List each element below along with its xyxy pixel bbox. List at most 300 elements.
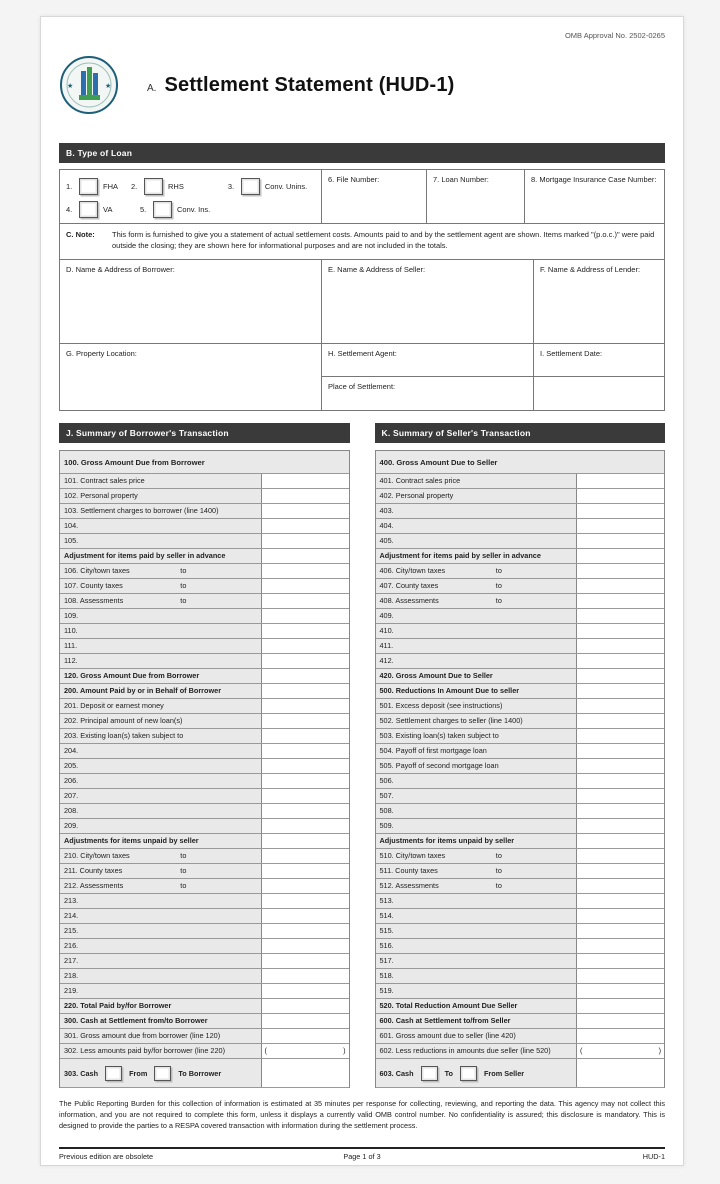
row-label-cell xyxy=(60,969,261,983)
table-row xyxy=(376,954,665,969)
omb-approval: OMB Approval No. 2502-0265 xyxy=(564,31,665,40)
row-label-cell xyxy=(376,834,577,848)
row-label: 203. Existing loan(s) taken subject to xyxy=(64,730,184,740)
row-label: 412. xyxy=(379,655,394,665)
amount-cell[interactable] xyxy=(576,624,664,638)
table-row xyxy=(60,684,349,699)
amount-cell[interactable] xyxy=(261,729,349,743)
cash-option2-checkbox[interactable] xyxy=(154,1066,171,1081)
table-row xyxy=(60,714,349,729)
amount-cell[interactable] xyxy=(576,489,664,503)
loan-number-label: 7. Loan Number: xyxy=(433,175,489,184)
row-label: 408. Assessments xyxy=(379,595,439,605)
row-label: 518. xyxy=(379,970,394,980)
note-row xyxy=(60,224,664,260)
amount-cell[interactable] xyxy=(261,714,349,728)
loan-type-label: RHS xyxy=(168,181,184,191)
row-label-cell xyxy=(60,909,261,923)
table-row xyxy=(60,999,349,1014)
table-row xyxy=(376,519,665,534)
row-label-cell xyxy=(376,474,577,488)
table-row xyxy=(376,759,665,774)
amount-cell[interactable] xyxy=(576,924,664,938)
place-of-settlement-field[interactable] xyxy=(322,377,534,410)
rhs-checkbox[interactable] xyxy=(144,178,163,195)
amount-cell[interactable] xyxy=(261,654,349,668)
amount-cell[interactable] xyxy=(576,879,664,893)
table-row xyxy=(376,789,665,804)
row-label: 509. xyxy=(379,820,394,830)
amount-cell[interactable] xyxy=(576,714,664,728)
table-row xyxy=(60,534,349,549)
amount-cell[interactable] xyxy=(261,924,349,938)
row-label-cell xyxy=(60,504,261,518)
row-label: 503. Existing loan(s) taken subject to xyxy=(379,730,499,740)
amount-cell[interactable] xyxy=(261,939,349,953)
row-label-cell xyxy=(376,849,577,863)
row-label: 213. xyxy=(64,895,79,905)
table-row xyxy=(376,639,665,654)
row-label: 209. xyxy=(64,820,79,830)
table-row xyxy=(60,699,349,714)
row-label-cell xyxy=(376,864,577,878)
table-row xyxy=(376,654,665,669)
row-label-cell xyxy=(60,774,261,788)
amount-cell[interactable] xyxy=(576,909,664,923)
row-label: 104. xyxy=(64,520,79,530)
amount-cell[interactable] xyxy=(261,759,349,773)
amount-cell[interactable] xyxy=(576,609,664,623)
row-label-cell xyxy=(60,819,261,833)
row-label: 510. City/town taxes xyxy=(379,850,446,860)
row-label: 218. xyxy=(64,970,79,980)
row-label: Adjustments for items unpaid by seller xyxy=(379,835,515,845)
row-label-cell xyxy=(60,654,261,668)
loan-type-label: Conv. Ins. xyxy=(177,204,211,214)
row-label: 504. Payoff of first mortgage loan xyxy=(379,745,487,755)
table-row xyxy=(376,534,665,549)
lender-address-label: F. Name & Address of Lender: xyxy=(540,264,641,274)
table-row xyxy=(376,669,665,684)
row-label-cell xyxy=(60,579,261,593)
row-label-cell xyxy=(376,684,577,698)
table-row xyxy=(60,654,349,669)
row-label: 216. xyxy=(64,940,79,950)
table-row xyxy=(60,939,349,954)
row-label: 112. xyxy=(64,655,78,665)
amount-cell[interactable] xyxy=(261,594,349,608)
borrower-address-label: D. Name & Address of Borrower: xyxy=(66,264,175,274)
paren-open: ( xyxy=(580,1045,583,1055)
seller-table xyxy=(375,450,666,1088)
table-row xyxy=(376,819,665,834)
table-row xyxy=(376,699,665,714)
amount-cell[interactable] xyxy=(576,774,664,788)
amount-cell[interactable] xyxy=(576,864,664,878)
table-row xyxy=(376,999,665,1014)
row-label: 108. Assessments xyxy=(64,595,124,605)
row-label: 405. xyxy=(379,535,394,545)
amount-cell[interactable] xyxy=(261,834,349,848)
amount-cell[interactable] xyxy=(576,564,664,578)
table-row xyxy=(376,489,665,504)
amount-cell[interactable] xyxy=(576,1029,664,1043)
table-row xyxy=(60,639,349,654)
file-number-field[interactable] xyxy=(322,170,427,223)
amount-cell[interactable] xyxy=(576,729,664,743)
amount-cell[interactable] xyxy=(261,789,349,803)
cash-option1-checkbox[interactable] xyxy=(105,1066,122,1081)
settlement-date-field[interactable] xyxy=(534,344,664,377)
row-label: 411. xyxy=(379,640,394,650)
borrower-table xyxy=(59,450,350,1088)
borrower-address-field[interactable] xyxy=(60,260,322,343)
table-row xyxy=(60,474,349,489)
paren-close: ) xyxy=(658,1045,661,1055)
amount-cell[interactable] xyxy=(261,609,349,623)
row-label-cell xyxy=(60,684,261,698)
row-label: 506. xyxy=(379,775,394,785)
loan-type-num: 3. xyxy=(227,181,235,191)
amount-cell[interactable] xyxy=(261,564,349,578)
row-label: 204. xyxy=(64,745,79,755)
row-label: 512. Assessments xyxy=(379,880,439,890)
row-label: 520. Total Reduction Amount Due Seller xyxy=(379,1000,518,1010)
mortgage-case-field[interactable] xyxy=(525,170,664,223)
amount-cell[interactable] xyxy=(261,519,349,533)
table-row xyxy=(376,549,665,564)
row-label-cell xyxy=(376,939,577,953)
table-row xyxy=(376,579,665,594)
amount-cell[interactable] xyxy=(261,474,349,488)
table-row xyxy=(60,729,349,744)
row-label-cell xyxy=(376,954,577,968)
row-label: 516. xyxy=(379,940,394,950)
amount-cell[interactable] xyxy=(576,1014,664,1028)
fha-checkbox[interactable] xyxy=(79,178,98,195)
row-label: 105. xyxy=(64,535,79,545)
table-row xyxy=(376,609,665,624)
row-label: 110. xyxy=(64,625,78,635)
table-row xyxy=(376,744,665,759)
cash-option1-checkbox[interactable] xyxy=(421,1066,438,1081)
amount-cell[interactable] xyxy=(261,744,349,758)
paren-open: ( xyxy=(264,1045,267,1055)
table-row xyxy=(60,969,349,984)
settlement-agent-label: H. Settlement Agent: xyxy=(328,348,397,358)
amount-cell[interactable] xyxy=(576,1044,664,1058)
row-label-cell xyxy=(60,789,261,803)
table-row xyxy=(60,451,349,474)
table-row xyxy=(60,624,349,639)
row-label-cell xyxy=(60,954,261,968)
row-label-cell xyxy=(376,774,577,788)
row-label: 200. Amount Paid by or in Behalf of Borrower xyxy=(64,685,222,695)
amount-cell[interactable] xyxy=(261,879,349,893)
svg-text:★: ★ xyxy=(67,83,74,90)
row-label: 103. Settlement charges to borrower (line 1400) xyxy=(64,505,219,515)
table-row xyxy=(60,504,349,519)
row-label-cell xyxy=(60,489,261,503)
row-label: 219. xyxy=(64,985,79,995)
table-row xyxy=(60,894,349,909)
table-row xyxy=(60,1059,349,1088)
to-label: to xyxy=(495,580,502,590)
row-label-cell xyxy=(376,579,577,593)
amount-cell[interactable] xyxy=(261,534,349,548)
amount-cell[interactable] xyxy=(261,774,349,788)
table-row xyxy=(376,879,665,894)
row-label-cell xyxy=(376,909,577,923)
amount-cell[interactable] xyxy=(576,834,664,848)
table-row xyxy=(60,744,349,759)
row-label: 303. Cash xyxy=(64,1069,99,1078)
amount-cell[interactable] xyxy=(576,939,664,953)
amount-cell[interactable] xyxy=(261,819,349,833)
amount-cell[interactable] xyxy=(261,684,349,698)
amount-cell[interactable] xyxy=(261,639,349,653)
amount-cell[interactable] xyxy=(576,999,664,1013)
amount-cell[interactable] xyxy=(576,744,664,758)
amount-cell[interactable] xyxy=(261,909,349,923)
table-row xyxy=(60,879,349,894)
row-label-cell xyxy=(60,549,261,563)
amount-cell[interactable] xyxy=(576,759,664,773)
amount-cell[interactable] xyxy=(576,954,664,968)
row-label: 601. Gross amount due to seller (line 420) xyxy=(379,1030,516,1040)
row-label-cell xyxy=(60,519,261,533)
borrower-column xyxy=(59,423,350,1088)
amount-cell[interactable] xyxy=(576,699,664,713)
amount-cell[interactable] xyxy=(576,684,664,698)
amount-cell[interactable] xyxy=(261,984,349,998)
amount-cell[interactable] xyxy=(576,549,664,563)
row-label-cell xyxy=(376,1059,577,1087)
row-label-cell xyxy=(376,609,577,623)
settlement-date-extra-field[interactable] xyxy=(534,377,664,410)
row-label: 107. County taxes xyxy=(64,580,123,590)
row-label-cell xyxy=(60,609,261,623)
row-label: 513. xyxy=(379,895,394,905)
to-label: to xyxy=(495,595,502,605)
table-row xyxy=(60,819,349,834)
table-row xyxy=(60,774,349,789)
parties-row xyxy=(60,260,664,344)
table-row xyxy=(376,474,665,489)
amount-cell[interactable] xyxy=(261,504,349,518)
row-label-cell xyxy=(60,759,261,773)
row-label-cell xyxy=(60,804,261,818)
title-prefix: A. xyxy=(147,82,157,94)
row-label: 502. Settlement charges to seller (line 1400) xyxy=(379,715,523,725)
amount-cell[interactable] xyxy=(576,819,664,833)
row-label: 401. Contract sales price xyxy=(379,475,461,485)
table-row xyxy=(60,954,349,969)
amount-cell[interactable] xyxy=(261,1044,349,1058)
table-row xyxy=(60,519,349,534)
hud1-form-page xyxy=(40,16,684,1166)
loan-number-field[interactable] xyxy=(427,170,525,223)
amount-cell[interactable] xyxy=(576,579,664,593)
cash-option2-checkbox[interactable] xyxy=(460,1066,477,1081)
table-row xyxy=(376,969,665,984)
loan-type-num: 4. xyxy=(66,204,73,214)
row-label-cell xyxy=(60,1044,261,1058)
row-label: 111. xyxy=(64,640,78,650)
loan-type-num: 5. xyxy=(140,204,147,214)
table-row xyxy=(60,864,349,879)
hud-seal-icon xyxy=(59,55,119,115)
footer-form-id: HUD-1 xyxy=(642,1152,665,1162)
row-label: 220. Total Paid by/for Borrower xyxy=(64,1000,172,1010)
conv-unins-checkbox[interactable] xyxy=(241,178,260,195)
table-row xyxy=(60,1029,349,1044)
row-label-cell xyxy=(376,564,577,578)
row-label-cell xyxy=(376,534,577,548)
table-row xyxy=(376,451,665,474)
amount-cell[interactable] xyxy=(576,789,664,803)
table-row xyxy=(376,504,665,519)
property-location-field[interactable] xyxy=(60,344,322,410)
loan-type-num: 2. xyxy=(131,181,138,191)
amount-cell[interactable] xyxy=(261,999,349,1013)
table-row xyxy=(376,684,665,699)
form-header xyxy=(59,49,665,121)
table-row xyxy=(60,909,349,924)
table-row xyxy=(376,1014,665,1029)
table-row xyxy=(60,789,349,804)
row-label-cell xyxy=(376,819,577,833)
amount-cell[interactable] xyxy=(261,894,349,908)
amount-cell[interactable] xyxy=(261,864,349,878)
amount-cell[interactable] xyxy=(261,549,349,563)
reporting-burden-text: The Public Reporting Burden for this collection of information is estimated at 35 minutes per response for collecting, reviewing, and reporting the data. This agency may not collect this information, and you are not required to complete this form, unless it displays a currently valid OMB control number. No confidentiality is assured; this disclosure is mandatory. This is designed to provide the parties to a RESPA covered transaction with information during the settlement process. xyxy=(59,1098,665,1131)
amount-cell[interactable] xyxy=(576,474,664,488)
table-row xyxy=(60,549,349,564)
amount-cell[interactable] xyxy=(576,534,664,548)
table-row xyxy=(60,849,349,864)
row-label: 205. xyxy=(64,760,79,770)
amount-cell[interactable] xyxy=(261,669,349,683)
property-settlement-row xyxy=(60,344,664,410)
loan-type-label: VA xyxy=(103,204,113,214)
row-label: 100. Gross Amount Due from Borrower xyxy=(64,458,205,467)
row-label-cell xyxy=(60,834,261,848)
summary-columns xyxy=(59,423,665,1088)
section-b-header: B. Type of Loan xyxy=(59,143,665,163)
row-label-cell xyxy=(376,894,577,908)
table-row xyxy=(60,834,349,849)
amount-cell[interactable] xyxy=(261,849,349,863)
row-label-cell xyxy=(376,699,577,713)
amount-cell[interactable] xyxy=(261,804,349,818)
row-label-cell xyxy=(376,519,577,533)
amount-cell[interactable] xyxy=(576,594,664,608)
seller-address-field[interactable] xyxy=(322,260,534,343)
amount-cell[interactable] xyxy=(261,1014,349,1028)
amount-cell[interactable] xyxy=(576,849,664,863)
amount-cell[interactable] xyxy=(576,1059,664,1087)
row-label: 507. xyxy=(379,790,394,800)
row-label: 511. County taxes xyxy=(379,865,438,875)
table-row xyxy=(376,804,665,819)
amount-cell[interactable] xyxy=(576,894,664,908)
settlement-date-label: I. Settlement Date: xyxy=(540,348,603,358)
row-label-cell xyxy=(376,504,577,518)
row-label: 217. xyxy=(64,955,79,965)
amount-cell[interactable] xyxy=(261,489,349,503)
row-label: 501. Excess deposit (see instructions) xyxy=(379,700,503,710)
table-row xyxy=(376,894,665,909)
amount-cell[interactable] xyxy=(576,504,664,518)
place-of-settlement-label: Place of Settlement: xyxy=(328,382,396,391)
row-label-cell xyxy=(60,924,261,938)
row-label: 206. xyxy=(64,775,79,785)
amount-cell[interactable] xyxy=(261,954,349,968)
amount-cell[interactable] xyxy=(261,1029,349,1043)
amount-cell[interactable] xyxy=(261,969,349,983)
loan-type-num: 1. xyxy=(66,181,73,191)
amount-cell[interactable] xyxy=(261,624,349,638)
row-label-cell xyxy=(376,549,577,563)
row-label-cell xyxy=(60,1014,261,1028)
amount-cell[interactable] xyxy=(576,639,664,653)
row-label: 201. Deposit or earnest money xyxy=(64,700,164,710)
to-label: to xyxy=(180,565,187,575)
lender-address-field[interactable] xyxy=(534,260,664,343)
conv-ins-checkbox[interactable] xyxy=(153,201,172,218)
row-label-cell xyxy=(60,639,261,653)
row-label: 207. xyxy=(64,790,79,800)
table-row xyxy=(376,834,665,849)
row-label: Adjustment for items paid by seller in advance xyxy=(379,550,541,560)
row-label-cell xyxy=(376,969,577,983)
row-label: 517. xyxy=(379,955,394,965)
amount-cell[interactable] xyxy=(261,1059,349,1087)
amount-cell[interactable] xyxy=(261,579,349,593)
settlement-agent-field[interactable] xyxy=(322,344,534,377)
amount-cell[interactable] xyxy=(576,654,664,668)
amount-cell[interactable] xyxy=(576,804,664,818)
row-label-cell xyxy=(60,744,261,758)
row-label-cell xyxy=(376,729,577,743)
row-label: 101. Contract sales price xyxy=(64,475,145,485)
section-b-box xyxy=(59,169,665,411)
row-label-cell xyxy=(60,699,261,713)
amount-cell[interactable] xyxy=(576,969,664,983)
row-label-cell xyxy=(60,669,261,683)
row-label: 519. xyxy=(379,985,394,995)
table-row xyxy=(60,984,349,999)
table-row xyxy=(376,1029,665,1044)
va-checkbox[interactable] xyxy=(79,201,98,218)
row-label-cell xyxy=(60,594,261,608)
amount-cell[interactable] xyxy=(576,669,664,683)
row-label: 602. Less reductions in amounts due seller (line 520) xyxy=(379,1045,551,1055)
row-label-cell xyxy=(376,451,665,473)
mortgage-case-label: 8. Mortgage Insurance Case Number: xyxy=(531,175,657,184)
amount-cell[interactable] xyxy=(576,519,664,533)
row-label-cell xyxy=(60,1029,261,1043)
row-label-cell xyxy=(376,984,577,998)
amount-cell[interactable] xyxy=(576,984,664,998)
row-label: 514. xyxy=(379,910,394,920)
row-label-cell xyxy=(60,729,261,743)
row-label: Adjustments for items unpaid by seller xyxy=(64,835,199,845)
row-label: 106. City/town taxes xyxy=(64,565,130,575)
amount-cell[interactable] xyxy=(261,699,349,713)
table-row xyxy=(60,489,349,504)
